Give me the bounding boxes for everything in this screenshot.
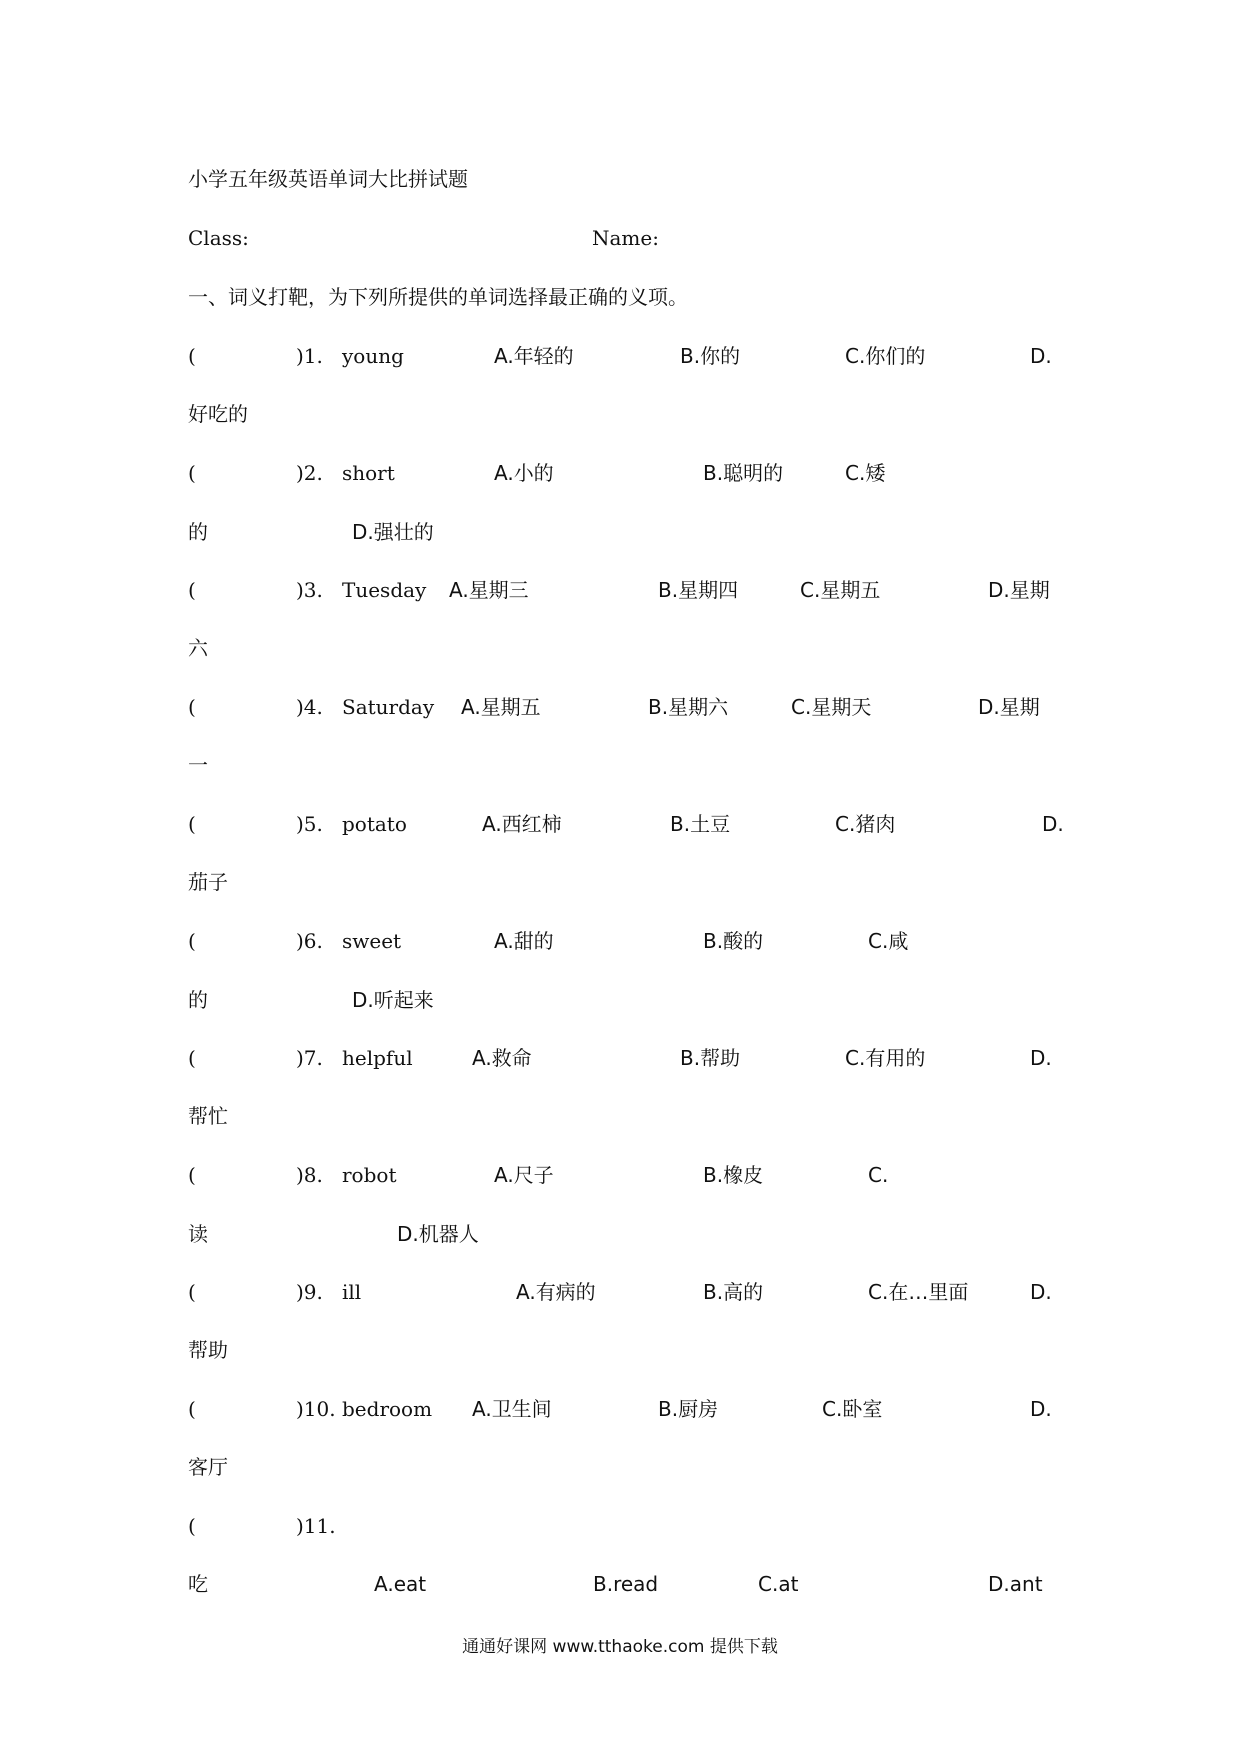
- option-d: D.: [1042, 812, 1064, 836]
- option-c: C.有用的: [845, 1046, 926, 1070]
- option-b: B.你的: [680, 344, 741, 368]
- option-d-continued: 客厅: [188, 1455, 228, 1479]
- option-c: C.你们的: [845, 344, 926, 368]
- option-b: B.星期四: [658, 578, 739, 602]
- option-a: A.甜的: [494, 929, 554, 953]
- question-word: short: [342, 461, 395, 485]
- option-d: D.: [1030, 1397, 1052, 1421]
- option-c: C.咸: [868, 929, 909, 953]
- option-c: C.矮: [845, 461, 886, 485]
- option-c: C.猪肉: [835, 812, 896, 836]
- question-word: helpful: [342, 1046, 413, 1070]
- question-number: )7.: [296, 1046, 323, 1070]
- question-number: )8.: [296, 1163, 323, 1187]
- option-d-continued: 茄子: [188, 870, 228, 894]
- option-d-continued: 好吃的: [188, 402, 248, 426]
- option-a: A.星期三: [449, 578, 529, 602]
- answer-paren: (: [188, 1280, 196, 1304]
- option-a: A.年轻的: [494, 344, 574, 368]
- option-a: A.eat: [374, 1572, 427, 1596]
- option-c-continued: 的: [188, 520, 208, 544]
- option-d: D.强壮的: [352, 520, 434, 544]
- answer-paren: (: [188, 929, 196, 953]
- option-b: B.酸的: [703, 929, 764, 953]
- option-a: A.有病的: [516, 1280, 596, 1304]
- option-a: A.卫生间: [472, 1397, 552, 1421]
- option-b: B.read: [593, 1572, 659, 1596]
- option-c-continued: 读: [188, 1222, 208, 1246]
- option-a: A.尺子: [494, 1163, 554, 1187]
- option-d: D.: [1030, 344, 1052, 368]
- option-c: C.at: [758, 1572, 799, 1596]
- option-d: D.: [1030, 1046, 1052, 1070]
- option-d: D.ant: [988, 1572, 1043, 1596]
- option-c-continued: 的: [188, 988, 208, 1012]
- option-d-continued: 六: [188, 636, 208, 660]
- question-word: Saturday: [342, 695, 435, 719]
- question-number: )10.: [296, 1397, 336, 1421]
- question-word: potato: [342, 812, 407, 836]
- option-c: C.卧室: [822, 1397, 883, 1421]
- option-c: C.: [868, 1163, 889, 1187]
- answer-paren: (: [188, 1397, 196, 1421]
- name-label: Name:: [592, 226, 659, 250]
- option-a: A.救命: [472, 1046, 532, 1070]
- question-word: Tuesday: [342, 578, 427, 602]
- question-word: bedroom: [342, 1397, 433, 1421]
- answer-paren: (: [188, 1163, 196, 1187]
- option-d: D.: [1030, 1280, 1052, 1304]
- question-number: )11.: [296, 1514, 336, 1538]
- class-label: Class:: [188, 226, 249, 250]
- question-number: )1.: [296, 344, 323, 368]
- answer-paren: (: [188, 812, 196, 836]
- page-title: 小学五年级英语单词大比拼试题: [188, 167, 468, 191]
- section-heading: 一、词义打靶，为下列所提供的单词选择最正确的义项。: [188, 285, 688, 309]
- option-d-continued: 帮忙: [188, 1104, 228, 1128]
- answer-paren: (: [188, 1046, 196, 1070]
- option-d: D.听起来: [352, 988, 434, 1012]
- question-word: robot: [342, 1163, 397, 1187]
- option-d-continued: 一: [188, 753, 208, 777]
- option-b: B.橡皮: [703, 1163, 764, 1187]
- option-d: D.机器人: [397, 1222, 479, 1246]
- option-a: A.西红柿: [482, 812, 562, 836]
- answer-paren: (: [188, 695, 196, 719]
- option-b: B.土豆: [670, 812, 731, 836]
- option-b: B.厨房: [658, 1397, 719, 1421]
- answer-paren: (: [188, 1514, 196, 1538]
- option-b: B.帮助: [680, 1046, 741, 1070]
- question-number: )4.: [296, 695, 323, 719]
- answer-paren: (: [188, 344, 196, 368]
- option-d: D.星期: [988, 578, 1050, 602]
- question-number: )5.: [296, 812, 323, 836]
- answer-paren: (: [188, 578, 196, 602]
- option-c: C.星期天: [791, 695, 872, 719]
- option-b: B.星期六: [648, 695, 729, 719]
- option-b: B.高的: [703, 1280, 764, 1304]
- question-word: 吃: [188, 1572, 208, 1596]
- question-number: )3.: [296, 578, 323, 602]
- option-d-continued: 帮助: [188, 1338, 228, 1362]
- answer-paren: (: [188, 461, 196, 485]
- question-number: )2.: [296, 461, 323, 485]
- option-d: D.星期: [978, 695, 1040, 719]
- question-word: ill: [342, 1280, 362, 1304]
- question-number: )6.: [296, 929, 323, 953]
- question-number: )9.: [296, 1280, 323, 1304]
- option-a: A.小的: [494, 461, 554, 485]
- option-c: C.在…里面: [868, 1280, 969, 1304]
- option-c: C.星期五: [800, 578, 881, 602]
- page-footer: 通通好课网 www.tthaoke.com 提供下载: [462, 1637, 778, 1657]
- option-a: A.星期五: [461, 695, 541, 719]
- option-b: B.聪明的: [703, 461, 784, 485]
- question-word: young: [342, 344, 404, 368]
- question-word: sweet: [342, 929, 402, 953]
